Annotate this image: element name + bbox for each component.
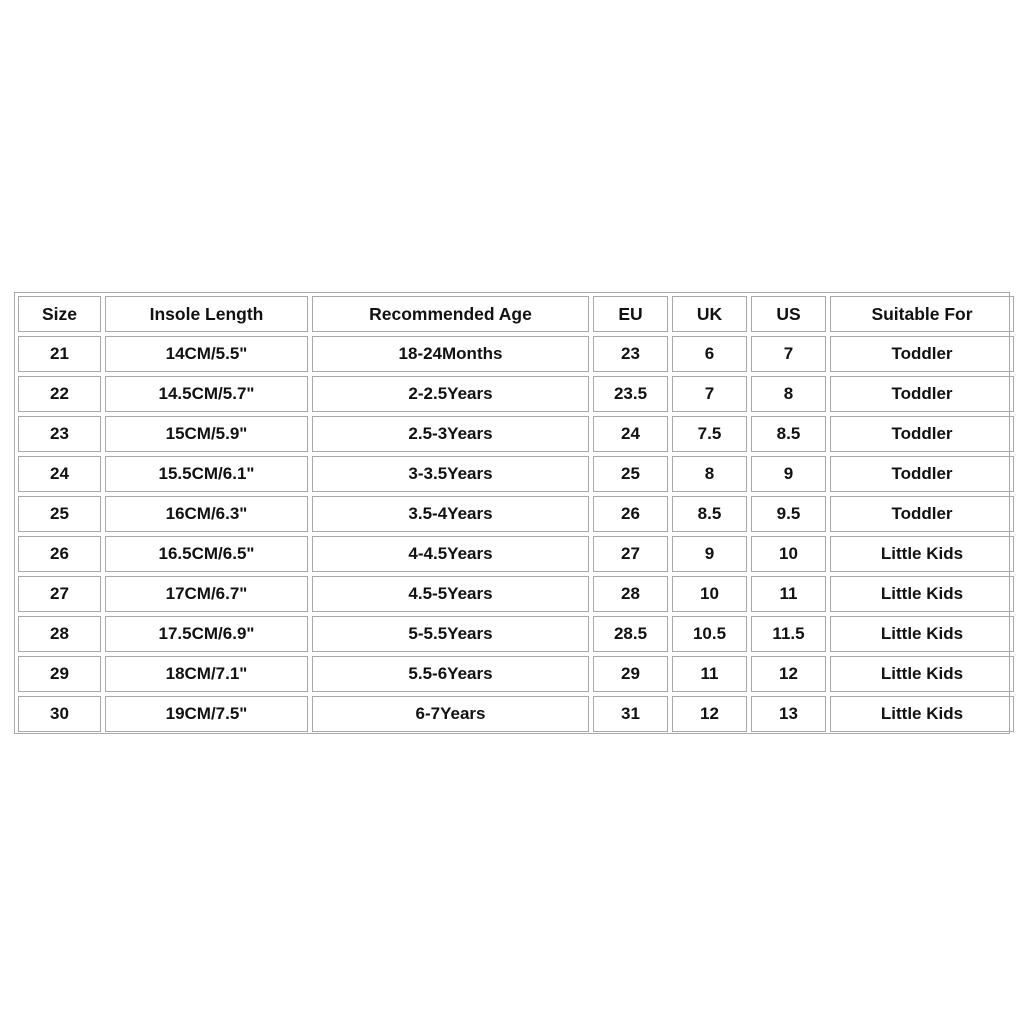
table-row [18, 376, 1014, 412]
cell-size: 26 [18, 536, 101, 572]
cell-uk: 7 [672, 376, 747, 412]
cell-size: 24 [18, 456, 101, 492]
cell-eu: 23 [593, 336, 668, 372]
cell-eu: 24 [593, 416, 668, 452]
cell-insole-length: 15CM/5.9" [105, 416, 308, 452]
cell-uk: 12 [672, 696, 747, 732]
cell-recommended-age: 2.5-3Years [312, 416, 589, 452]
cell-uk: 9 [672, 536, 747, 572]
cell-suitable-for: Toddler [830, 456, 1014, 492]
cell-eu: 23.5 [593, 376, 668, 412]
cell-suitable-for: Little Kids [830, 656, 1014, 692]
table-row [18, 576, 1014, 612]
table-row [18, 656, 1014, 692]
table-row [18, 616, 1014, 652]
cell-size: 22 [18, 376, 101, 412]
cell-eu: 28 [593, 576, 668, 612]
table-row [18, 496, 1014, 532]
cell-us: 8.5 [751, 416, 826, 452]
cell-eu: 28.5 [593, 616, 668, 652]
cell-suitable-for: Little Kids [830, 696, 1014, 732]
cell-uk: 10.5 [672, 616, 747, 652]
cell-us: 9.5 [751, 496, 826, 532]
cell-us: 12 [751, 656, 826, 692]
cell-uk: 11 [672, 656, 747, 692]
cell-size: 28 [18, 616, 101, 652]
size-chart-table [14, 292, 1018, 736]
cell-suitable-for: Toddler [830, 376, 1014, 412]
size-chart-frame [14, 292, 1010, 734]
table-header-row [18, 296, 1014, 332]
cell-recommended-age: 5.5-6Years [312, 656, 589, 692]
header-size: Size [18, 296, 101, 332]
cell-size: 27 [18, 576, 101, 612]
cell-insole-length: 18CM/7.1" [105, 656, 308, 692]
cell-insole-length: 14.5CM/5.7" [105, 376, 308, 412]
cell-insole-length: 16CM/6.3" [105, 496, 308, 532]
cell-suitable-for: Little Kids [830, 536, 1014, 572]
table-row [18, 696, 1014, 732]
header-recommended-age: Recommended Age [312, 296, 589, 332]
cell-us: 11 [751, 576, 826, 612]
cell-us: 10 [751, 536, 826, 572]
cell-us: 13 [751, 696, 826, 732]
cell-size: 29 [18, 656, 101, 692]
cell-recommended-age: 18-24Months [312, 336, 589, 372]
header-uk: UK [672, 296, 747, 332]
cell-recommended-age: 3.5-4Years [312, 496, 589, 532]
cell-uk: 10 [672, 576, 747, 612]
cell-insole-length: 15.5CM/6.1" [105, 456, 308, 492]
cell-suitable-for: Little Kids [830, 576, 1014, 612]
cell-recommended-age: 6-7Years [312, 696, 589, 732]
cell-insole-length: 19CM/7.5" [105, 696, 308, 732]
cell-recommended-age: 3-3.5Years [312, 456, 589, 492]
header-suitable-for: Suitable For [830, 296, 1014, 332]
cell-suitable-for: Little Kids [830, 616, 1014, 652]
cell-uk: 7.5 [672, 416, 747, 452]
header-insole-length: Insole Length [105, 296, 308, 332]
cell-size: 25 [18, 496, 101, 532]
cell-suitable-for: Toddler [830, 336, 1014, 372]
cell-size: 23 [18, 416, 101, 452]
cell-uk: 8 [672, 456, 747, 492]
cell-eu: 25 [593, 456, 668, 492]
table-row [18, 536, 1014, 572]
cell-insole-length: 17.5CM/6.9" [105, 616, 308, 652]
cell-size: 21 [18, 336, 101, 372]
header-eu: EU [593, 296, 668, 332]
cell-us: 11.5 [751, 616, 826, 652]
cell-eu: 26 [593, 496, 668, 532]
cell-size: 30 [18, 696, 101, 732]
cell-recommended-age: 4-4.5Years [312, 536, 589, 572]
cell-recommended-age: 2-2.5Years [312, 376, 589, 412]
cell-recommended-age: 5-5.5Years [312, 616, 589, 652]
cell-insole-length: 17CM/6.7" [105, 576, 308, 612]
cell-uk: 8.5 [672, 496, 747, 532]
table-row [18, 336, 1014, 372]
cell-us: 7 [751, 336, 826, 372]
cell-us: 8 [751, 376, 826, 412]
cell-eu: 27 [593, 536, 668, 572]
cell-uk: 6 [672, 336, 747, 372]
header-us: US [751, 296, 826, 332]
cell-recommended-age: 4.5-5Years [312, 576, 589, 612]
cell-suitable-for: Toddler [830, 416, 1014, 452]
cell-insole-length: 16.5CM/6.5" [105, 536, 308, 572]
cell-suitable-for: Toddler [830, 496, 1014, 532]
cell-eu: 31 [593, 696, 668, 732]
table-row [18, 416, 1014, 452]
cell-eu: 29 [593, 656, 668, 692]
cell-us: 9 [751, 456, 826, 492]
cell-insole-length: 14CM/5.5" [105, 336, 308, 372]
table-row [18, 456, 1014, 492]
